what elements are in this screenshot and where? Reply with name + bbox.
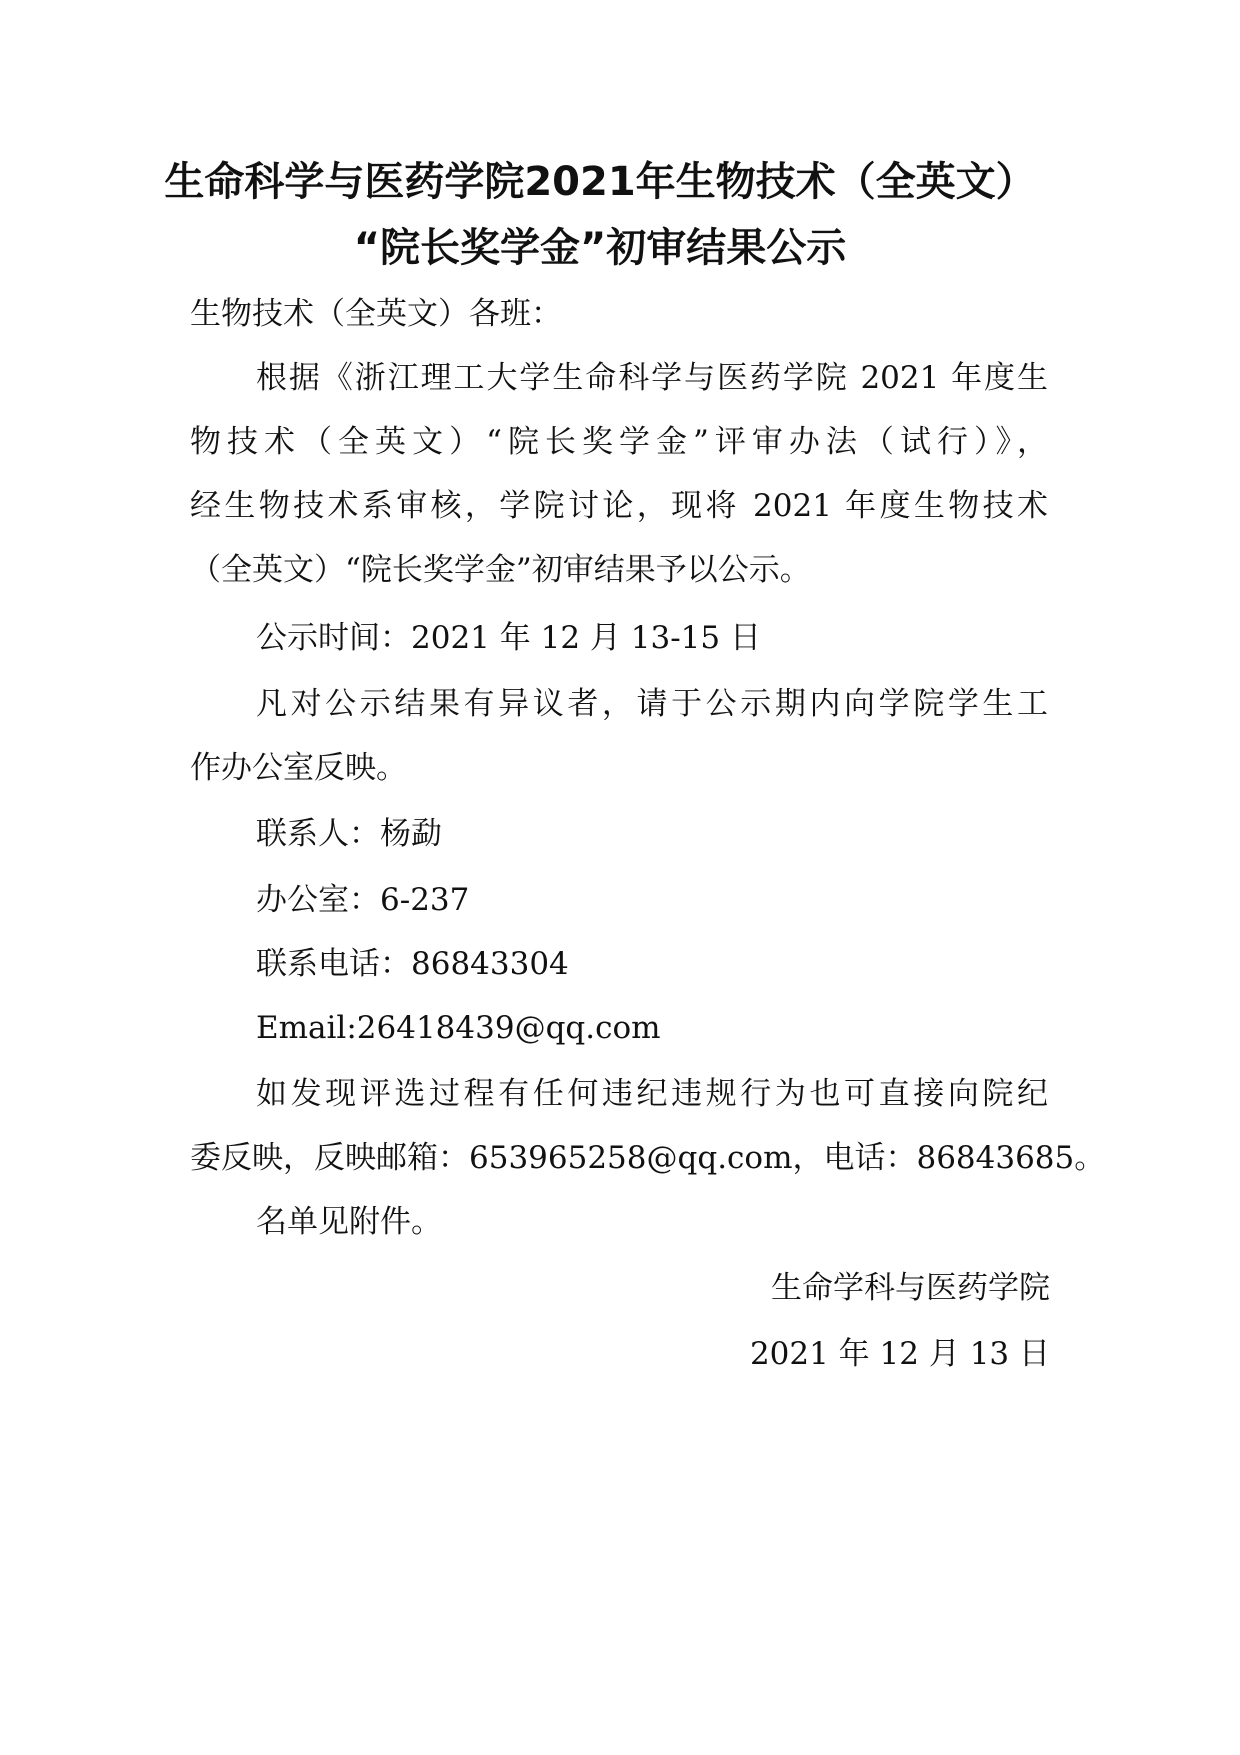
email: Email:26418439@qq.com (256, 1010, 661, 1046)
paragraph-1-line-3: 经生物技术系审核，学院讨论，现将 2021 年度生物技术 (190, 488, 1048, 524)
paragraph-1-line-1: 根据《浙江理工大学生命科学与医药学院 2021 年度生 (256, 360, 1048, 396)
paragraph-1-line-2: 物技术（全英文）“院长奖学金”评审办法（试行）》， (190, 424, 1048, 460)
violation-line-2: 委反映，反映邮箱：653965258@qq.com，电话：86843685。 (190, 1140, 1106, 1176)
phone: 联系电话：86843304 (256, 946, 569, 982)
office: 办公室：6-237 (256, 882, 470, 918)
salutation: 生物技术（全英文）各班： (190, 296, 562, 332)
objection-line-2: 作办公室反映。 (190, 750, 407, 786)
objection-line-1: 凡对公示结果有异议者，请于公示期内向学院学生工 (256, 686, 1048, 722)
publicity-time: 公示时间：2021 年 12 月 13-15 日 (256, 620, 761, 656)
paragraph-1-line-4: （全英文）“院长奖学金”初审结果予以公示。 (190, 552, 811, 588)
date: 2021 年 12 月 13 日 (749, 1336, 1050, 1372)
signature: 生命学科与医药学院 (771, 1270, 1050, 1306)
title-line-2: “院长奖学金”初审结果公示 (353, 225, 847, 271)
violation-line-1: 如发现评选过程有任何违纪违规行为也可直接向院纪 (256, 1076, 1048, 1112)
attachment-note: 名单见附件。 (256, 1204, 442, 1240)
title-line-1: 生命科学与医药学院2021年生物技术（全英文） (164, 159, 1036, 205)
contact-person: 联系人：杨勐 (256, 816, 442, 852)
